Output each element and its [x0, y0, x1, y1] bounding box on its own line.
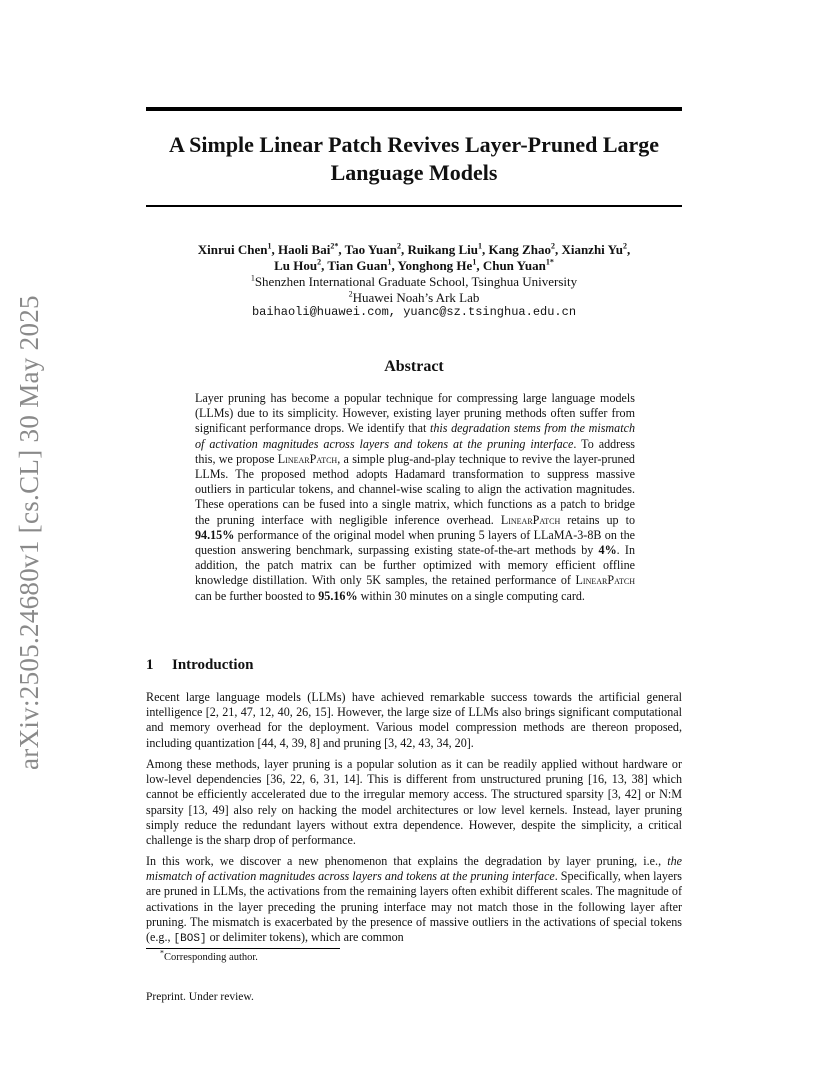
author-name: Lu Hou [274, 258, 318, 273]
affiliation-mark: 2 [397, 241, 401, 251]
author-name: Tian Guan [327, 258, 388, 273]
affiliation-mark: 2 [623, 241, 627, 251]
affiliation-mark: 1 [267, 241, 272, 251]
intro-paragraph-3: In this work, we discover a new phenomenon that explains the degradation by layer pruning, i.e., the mismatch of activation magnitudes across layers and tokens at the pruning interface. Specifically, when layers are pruned in LLMs, the activations from the remaining layers often exhibit different scales. The magnitude of activations in the layer preceding the pruning interface may not match those in the following layer after pruning. The mismatch is exacerbated by the presence of massive outliers in the activations of special tokens (e.g., [BOS] or delimiter tokens), which are common [146, 854, 682, 946]
method-name: LinearPatch [277, 451, 338, 466]
affiliation-mark: 2 [550, 241, 555, 251]
author-line-2: Lu Hou$^2$, Tian Guan$^1$, Yonghong He$^1$, Chun Yuan$^{1*}$ [274, 257, 554, 273]
title-bottom-rule [146, 205, 682, 207]
method-name: LinearPatch [575, 573, 635, 588]
affiliation-2: $^2$Huawei Noah’s Ark Lab [348, 289, 480, 305]
section-number: 1 [146, 657, 154, 673]
author-name: Xianzhi Yu [561, 242, 623, 257]
intro-paragraph-2: Among these methods, layer pruning is a popular solution as it can be readily applied without hardware or low-level dependencies [36, 22, 6, 31, 14]. This is different from unstructured pruning [16, 13, 38] which cannot be efficiently accelerated due to the irregular memory access. The structured sparsity [3, 42] or N:M sparsity [13, 49] also rely on hacking the model architectures or low level kernels. Instead, layer pruning simply reduce the redundant layers without extra dependence. However, despite the simplicity, a critical challenge is the sharp drop of performance. [146, 757, 682, 848]
author-name: Yonghong He [397, 258, 473, 273]
bos-token: [BOS] [173, 933, 207, 946]
title-top-rule [146, 107, 682, 111]
paper-title: A Simple Linear Patch Revives Layer-Pruned Large Language Models [168, 132, 660, 185]
footnote-rule [146, 948, 340, 949]
author-list [146, 242, 682, 274]
abstract-body: Layer pruning has become a popular technique for compressing large language models (LLMs) due to its simplicity. However, existing layer pruning methods often suffer from significant performance drops. We identify that this degradation stems from the mismatch of activation magnitudes across layers and tokens at the pruning interface. To address this, we propose LinearPatch, a simple plug-and-play technique to revive the layer-pruned LLMs. The proposed method adopts Hadamard transformation to suppress massive outliers in particular tokens, and channel-wise scaling to align the activation magnitudes. These operations can be fused into a single matrix, which functions as a patch to bridge the pruning interface with negligible inference overhead. LinearPatch retains up to 94.15% performance of the original model when pruning 5 layers of LLaMA-3-8B on the question answering benchmark, surpassing existing state-of-the-art methods by 4%. In addition, the patch matrix can be further optimized with memory efficient offline knowledge distillation. With only 5K samples, the retained performance of LinearPatch can be further boosted to 95.16% within 30 minutes on a single computing card. [195, 391, 635, 603]
method-name: LinearPatch [500, 512, 561, 527]
affiliation-mark: 1 [387, 257, 392, 267]
affiliation-mark: 1* [545, 257, 554, 267]
footnote: *Corresponding author. [160, 948, 258, 963]
section-heading [146, 657, 253, 674]
author-name: Kang Zhao [488, 242, 551, 257]
affiliation-mark: 2 [317, 257, 322, 267]
preprint-note: Preprint. Under review. [146, 991, 254, 1003]
author-name: Xinrui Chen [197, 242, 268, 257]
intro-paragraph-1: Recent large language models (LLMs) have achieved remarkable success towards the artificial general intelligence [2, 21, 47, 12, 40, 26, 15]. However, the large size of LLMs also brings significant computational and memory overhead for the deployment. Various model compression methods are thereon proposed, including quantization [44, 4, 39, 8] and pruning [3, 42, 43, 34, 20]. [146, 690, 682, 750]
affiliation-mark: 2* [330, 241, 339, 251]
author-line-1: Xinrui Chen$^1$, Haoli Bai$^{2*}$, Tao Yuan$^2$, Ruikang Liu$^1$, Kang Zhao$^2$, Xianzhi Yu$^2$, [197, 241, 631, 257]
section-title: Introduction [172, 657, 254, 673]
author-name: Haoli Bai [277, 242, 331, 257]
affiliation-mark: 1 [472, 257, 477, 267]
arxiv-stamp: arXiv:2505.24680v1 [cs.CL] 30 May 2025 [14, 295, 44, 770]
abstract-heading: Abstract [384, 358, 444, 375]
author-name: Ruikang Liu [407, 242, 478, 257]
affiliation-mark: 1 [477, 241, 482, 251]
affiliation-1: $^1$Shenzhen International Graduate School, Tsinghua University [250, 273, 578, 289]
author-name: Tao Yuan [344, 242, 397, 257]
author-emails: baihaoli@huawei.com, yuanc@sz.tsinghua.edu.cn [251, 305, 577, 319]
author-name: Chun Yuan [482, 258, 546, 273]
